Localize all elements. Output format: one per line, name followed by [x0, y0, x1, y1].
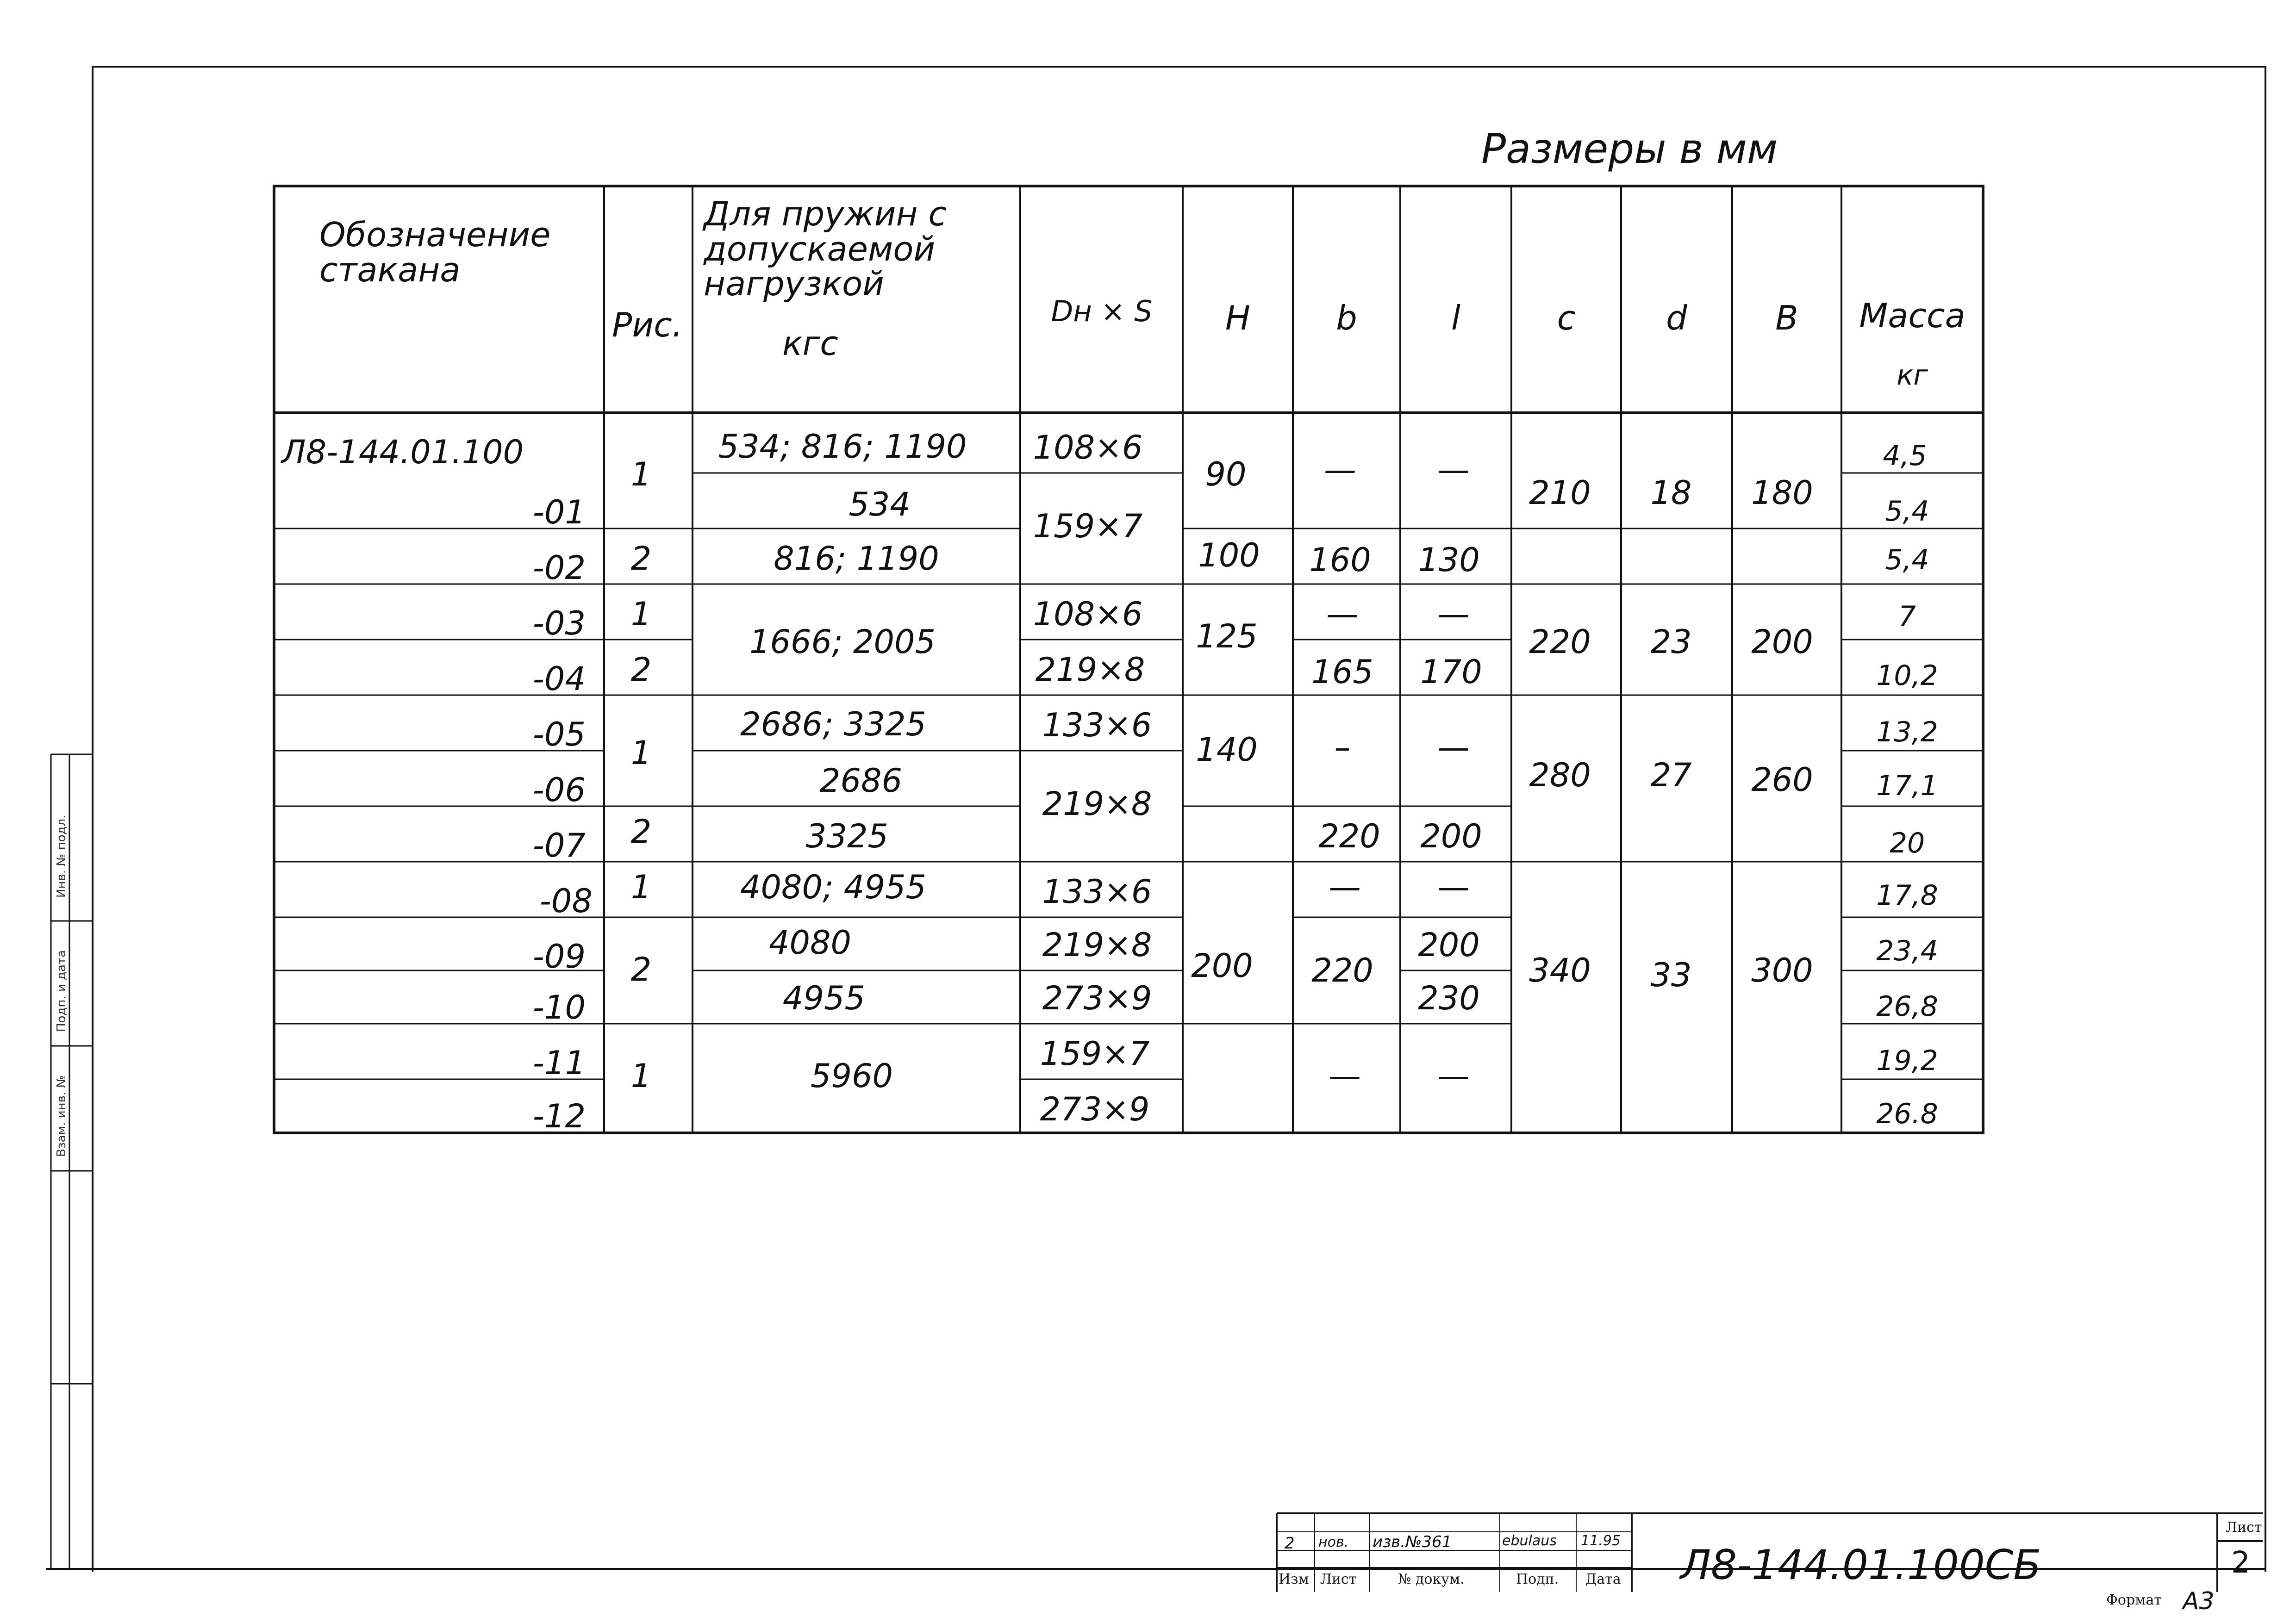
row-11-load: 5960	[810, 1057, 893, 1095]
row-3-B: 200	[1751, 623, 1813, 661]
row-2-h: 100	[1198, 536, 1260, 574]
header-load-unit: кгс	[782, 324, 838, 363]
row-7-load: 3325	[805, 817, 889, 855]
tb-label-doc: № докум.	[1398, 1571, 1465, 1587]
row-0-h: 90	[1205, 455, 1247, 493]
row-5-b: –	[1334, 728, 1351, 766]
header-load: Для пружин с допускаемой нагрузкой	[704, 194, 947, 304]
row-2-load: 816; 1190	[774, 540, 939, 578]
row-3-fig: 1	[630, 595, 652, 633]
row-3-load: 1666; 2005	[749, 623, 936, 661]
row-12-mass: 26.8	[1876, 1098, 1938, 1130]
row-3-c: 220	[1529, 623, 1591, 661]
row-8-l: —	[1437, 868, 1470, 906]
row-9-fig: 2	[630, 951, 652, 989]
row-8-h: 200	[1191, 947, 1253, 985]
row-10-dn: 273×9	[1042, 979, 1152, 1017]
tb-label-date: Дата	[1585, 1571, 1621, 1587]
row-8-c: 340	[1529, 951, 1591, 989]
tb-doc-no: изв.№361	[1373, 1533, 1452, 1551]
header-b: b	[1336, 298, 1357, 337]
row-2-b: 160	[1309, 541, 1371, 579]
margin-stamp-2: Подп. и дата	[55, 950, 69, 1032]
row-3-dn: 108×6	[1033, 595, 1143, 633]
row-1-dn: 159×7	[1033, 507, 1143, 545]
row-11-mass: 19,2	[1876, 1045, 1938, 1077]
header-B: B	[1775, 298, 1798, 337]
row-5-h: 140	[1196, 731, 1258, 769]
row-6-load: 2686	[819, 762, 903, 800]
row-6-designation: -06	[532, 771, 586, 809]
row-5-c: 280	[1529, 756, 1591, 794]
header-mass: Масса	[1859, 296, 1965, 335]
row-6-mass: 17,1	[1876, 770, 1938, 802]
row-2-l: 130	[1418, 541, 1480, 579]
row-0-mass: 4,5	[1883, 440, 1927, 472]
row-4-b: 165	[1311, 653, 1373, 691]
row-11-b: —	[1329, 1057, 1361, 1095]
row-1-designation: -01	[532, 493, 586, 531]
header-designation: Обозначение стакана	[319, 215, 551, 289]
row-3-l: —	[1437, 595, 1470, 633]
row-5-B: 260	[1751, 761, 1813, 799]
format-value: А3	[2183, 1587, 2215, 1615]
tb-sheet-number: 2	[2231, 1546, 2250, 1580]
tb-change-no: 2	[1285, 1534, 1295, 1553]
row-5-load: 2686; 3325	[740, 705, 927, 743]
row-2-mass: 5,4	[1885, 544, 1929, 576]
row-8-load: 4080; 4955	[740, 868, 927, 906]
row-11-fig: 1	[630, 1057, 652, 1095]
row-9-b: 220	[1311, 951, 1373, 989]
margin-stamp-1: Инв. № подл.	[55, 815, 69, 898]
row-6-dn: 219×8	[1042, 785, 1152, 823]
row-0-fig: 1	[630, 455, 652, 493]
header-l: l	[1451, 298, 1460, 337]
row-10-mass: 26,8	[1876, 990, 1938, 1023]
row-4-dn: 219×8	[1035, 651, 1145, 689]
row-5-d: 27	[1650, 756, 1692, 794]
row-2-designation: -02	[532, 549, 586, 587]
row-3-b: —	[1326, 595, 1359, 633]
tb-label-izm: Изм	[1279, 1571, 1309, 1587]
header-d: d	[1666, 298, 1687, 337]
row-0-designation: Л8-144.01.100	[281, 433, 524, 471]
row-12-dn: 273×9	[1040, 1090, 1150, 1128]
row-0-b: —	[1324, 451, 1356, 489]
margin-stamp-3: Взам. инв. №	[55, 1075, 69, 1157]
drawing-frame	[92, 66, 2266, 1572]
row-9-dn: 219×8	[1042, 926, 1152, 964]
row-11-l: —	[1437, 1057, 1470, 1095]
row-9-l: 200	[1418, 926, 1480, 964]
header-fig: Рис.	[612, 305, 683, 344]
row-5-designation: -05	[532, 715, 586, 753]
row-0-B: 180	[1751, 474, 1813, 512]
row-7-fig: 2	[630, 813, 652, 851]
row-5-l: —	[1437, 728, 1470, 766]
row-5-fig: 1	[630, 734, 652, 772]
header-c: c	[1557, 298, 1576, 337]
row-2-fig: 2	[630, 540, 652, 578]
tb-label-list: Лист	[1320, 1571, 1357, 1587]
row-8-fig: 1	[630, 868, 652, 906]
row-5-dn: 133×6	[1042, 706, 1152, 744]
header-h: H	[1225, 298, 1251, 337]
tb-label-sign: Подп.	[1516, 1571, 1559, 1587]
row-1-load: 534	[849, 485, 911, 523]
row-0-load: 534; 816; 1190	[718, 428, 967, 466]
row-8-B: 300	[1751, 951, 1813, 989]
row-3-h: 125	[1196, 617, 1258, 655]
row-5-mass: 13,2	[1876, 716, 1938, 748]
row-12-designation: -12	[532, 1097, 586, 1135]
row-9-load: 4080	[768, 924, 852, 962]
header-mass-unit: кг	[1897, 359, 1928, 392]
row-8-dn: 133×6	[1042, 873, 1152, 911]
row-3-designation: -03	[532, 604, 586, 642]
tb-document-code: Л8-144.01.100СБ	[1680, 1541, 2041, 1589]
row-0-c: 210	[1529, 474, 1591, 512]
row-8-mass: 17,8	[1876, 879, 1938, 912]
row-0-l: —	[1437, 451, 1470, 489]
row-9-mass: 23,4	[1876, 935, 1938, 967]
format-label: Формат	[2106, 1592, 2162, 1608]
tb-change-sheet: нов.	[1318, 1534, 1349, 1550]
row-4-mass: 10,2	[1876, 659, 1938, 692]
row-0-dn: 108×6	[1033, 429, 1143, 466]
row-1-mass: 5,4	[1885, 495, 1929, 528]
row-8-designation: -08	[539, 882, 593, 920]
tb-sheet-label: Лист	[2226, 1519, 2262, 1536]
row-3-mass: 7	[1898, 600, 1916, 633]
row-7-b: 220	[1318, 817, 1380, 855]
row-10-load: 4955	[782, 979, 866, 1017]
row-7-l: 200	[1420, 817, 1482, 855]
units-note: Размеры в мм	[1481, 125, 1778, 173]
row-4-fig: 2	[630, 651, 652, 689]
header-dn: Dн × S	[1051, 294, 1153, 328]
row-8-b: —	[1329, 868, 1361, 906]
row-7-designation: -07	[532, 827, 586, 864]
row-3-d: 23	[1650, 623, 1692, 661]
row-0-d: 18	[1650, 474, 1692, 512]
row-4-designation: -04	[532, 660, 586, 698]
row-10-l: 230	[1418, 979, 1480, 1017]
row-10-designation: -10	[532, 989, 586, 1026]
row-11-designation: -11	[532, 1044, 586, 1082]
row-9-designation: -09	[532, 938, 586, 976]
row-7-mass: 20	[1889, 827, 1925, 859]
row-4-l: 170	[1420, 653, 1482, 691]
tb-date: 11.95	[1581, 1533, 1621, 1549]
row-11-dn: 159×7	[1040, 1035, 1150, 1073]
tb-signature: ebulaus	[1502, 1533, 1557, 1549]
row-8-d: 33	[1650, 956, 1692, 994]
